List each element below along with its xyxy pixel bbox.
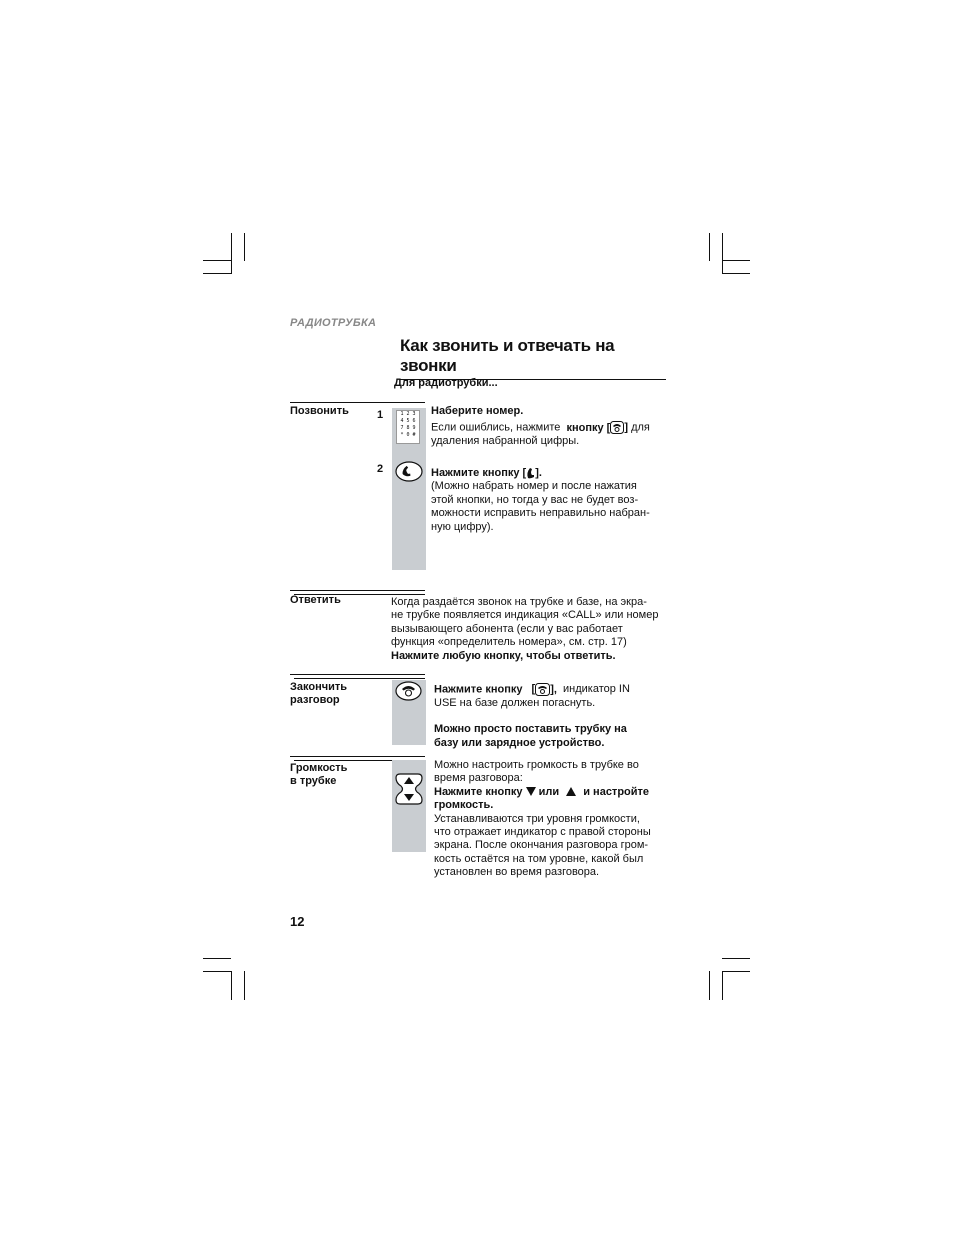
on-hook-icon: [395, 681, 422, 701]
call-step2-line: ную цифру).: [431, 520, 494, 533]
answer-line: функция «определитель номера», см. стр. 17): [391, 636, 627, 649]
end-call-text: [434, 683, 674, 750]
call-step1-btn: кнопку [: [566, 421, 611, 434]
answer-line: не трубке появляется индикация «CALL» или номер: [391, 609, 659, 622]
crop-mark: [244, 233, 245, 261]
end-call-spacer: [434, 710, 674, 723]
section-divider: [294, 678, 425, 679]
section-divider: [290, 674, 425, 675]
end-call-bracket-close: ],: [550, 683, 557, 696]
answer-line: вызывающего абонента (если у вас работает: [391, 622, 623, 635]
answer-label: Ответить: [290, 594, 341, 606]
keypad-row: 4 5 6: [400, 418, 416, 424]
call-step1-text: [431, 405, 671, 449]
crop-mark: [722, 260, 750, 261]
volume-line: установлен во время разговора.: [434, 866, 600, 879]
section-divider: [290, 590, 425, 591]
crop-mark: [722, 273, 750, 274]
volume-label-line: в трубке: [290, 775, 337, 787]
call-step2-bold-line: [431, 467, 671, 480]
volume-bold-b: и настройте: [583, 785, 650, 798]
volume-line: экрана. После окончания разговора гром-: [434, 839, 649, 852]
crop-mark: [231, 233, 232, 274]
call-step2-text: [431, 467, 671, 534]
end-call-label: [290, 681, 347, 707]
section-divider: [290, 756, 425, 757]
end-call-label-line: разговор: [290, 694, 340, 706]
volume-bold-or: или: [538, 785, 560, 798]
crop-mark: [231, 971, 232, 1000]
end-call-bold-line: Можно просто поставить трубку на: [434, 723, 627, 736]
call-label: Позвонить: [290, 405, 349, 417]
on-hook-icon: [610, 421, 624, 434]
answer-line: Когда раздаётся звонок на трубке и базе, на экра-: [391, 596, 647, 608]
step-number: 2: [377, 463, 384, 475]
call-step2-line: можности исправить неправильно набран-: [431, 507, 650, 520]
volume-line: кость остаётся на том уровне, какой был: [434, 852, 644, 865]
crop-mark: [722, 958, 750, 959]
end-call-text-b: USE на базе должен погаснуть.: [434, 696, 596, 709]
call-step1-text-c: удаления набранной цифры.: [431, 435, 580, 448]
call-step1-btn-end: ]: [624, 421, 629, 434]
on-hook-icon: [535, 683, 550, 696]
end-call-bold-line: базу или зарядное устройство.: [434, 736, 605, 749]
call-step2-bold-b: ].: [535, 467, 542, 479]
volume-bold-a: Нажмите кнопку: [434, 785, 523, 798]
page-title: Как звонить и отвечать на звонки: [400, 336, 666, 380]
crop-mark: [203, 273, 231, 274]
volume-line: Устанавливаются три уровня громкости,: [434, 812, 640, 825]
down-triangle-icon: [526, 787, 536, 796]
crop-mark: [722, 971, 723, 1000]
volume-label-line: Громкость: [290, 762, 348, 774]
volume-line: что отражает индикатор с правой стороны: [434, 826, 651, 839]
end-call-bold-a: Нажмите кнопку: [434, 683, 523, 696]
crop-mark: [709, 233, 710, 261]
answer-text: [391, 596, 671, 663]
end-call-line-1: [434, 683, 674, 697]
keypad-icon: [396, 410, 420, 444]
section-label: РАДИОТРУБКА: [290, 317, 377, 329]
call-step1-bold: Наберите номер.: [431, 405, 524, 417]
section-divider: [290, 402, 425, 403]
end-call-label-line: Закончить: [290, 681, 348, 693]
step-number: 1: [377, 409, 384, 421]
volume-text: [434, 759, 674, 880]
off-hook-icon: [395, 461, 423, 482]
up-triangle-icon: [566, 787, 576, 796]
crop-mark: [203, 260, 231, 261]
keypad-row: 1 2 3: [400, 411, 416, 417]
crop-mark: [244, 971, 245, 1000]
volume-line: Можно настроить громкость в трубке во: [434, 759, 639, 771]
keypad-row: * 0 #: [400, 432, 416, 438]
volume-bold-line: [434, 786, 674, 799]
crop-mark: [203, 958, 231, 959]
off-hook-icon: [526, 467, 535, 479]
crop-mark: [722, 971, 750, 972]
call-step1-text-b: для: [631, 421, 650, 434]
answer-bold: Нажмите любую кнопку, чтобы ответить.: [391, 649, 616, 662]
page-subtitle: Для радиотрубки...: [394, 377, 498, 389]
page-number: 12: [290, 914, 305, 929]
crop-mark: [709, 971, 710, 1000]
end-call-bracket-open: [: [531, 683, 536, 696]
call-step2-bold-a: Нажмите кнопку [: [431, 467, 527, 479]
call-step1-text-a: Если ошиблись, нажмите: [431, 421, 561, 434]
end-call-text-a: индикатор IN: [563, 683, 630, 696]
volume-line: время разговора:: [434, 772, 523, 785]
keypad-row: 7 8 9: [400, 425, 416, 431]
call-step2-line: этой кнопки, но тогда у вас не будет воз-: [431, 493, 639, 506]
call-step2-line: (Можно набрать номер и после нажатия: [431, 480, 637, 493]
volume-label: [290, 762, 347, 788]
crop-mark: [722, 233, 723, 274]
call-step1-line: [431, 421, 671, 435]
volume-bold-c: громкость.: [434, 799, 494, 812]
volume-updown-icon: [394, 772, 424, 806]
crop-mark: [203, 971, 231, 972]
